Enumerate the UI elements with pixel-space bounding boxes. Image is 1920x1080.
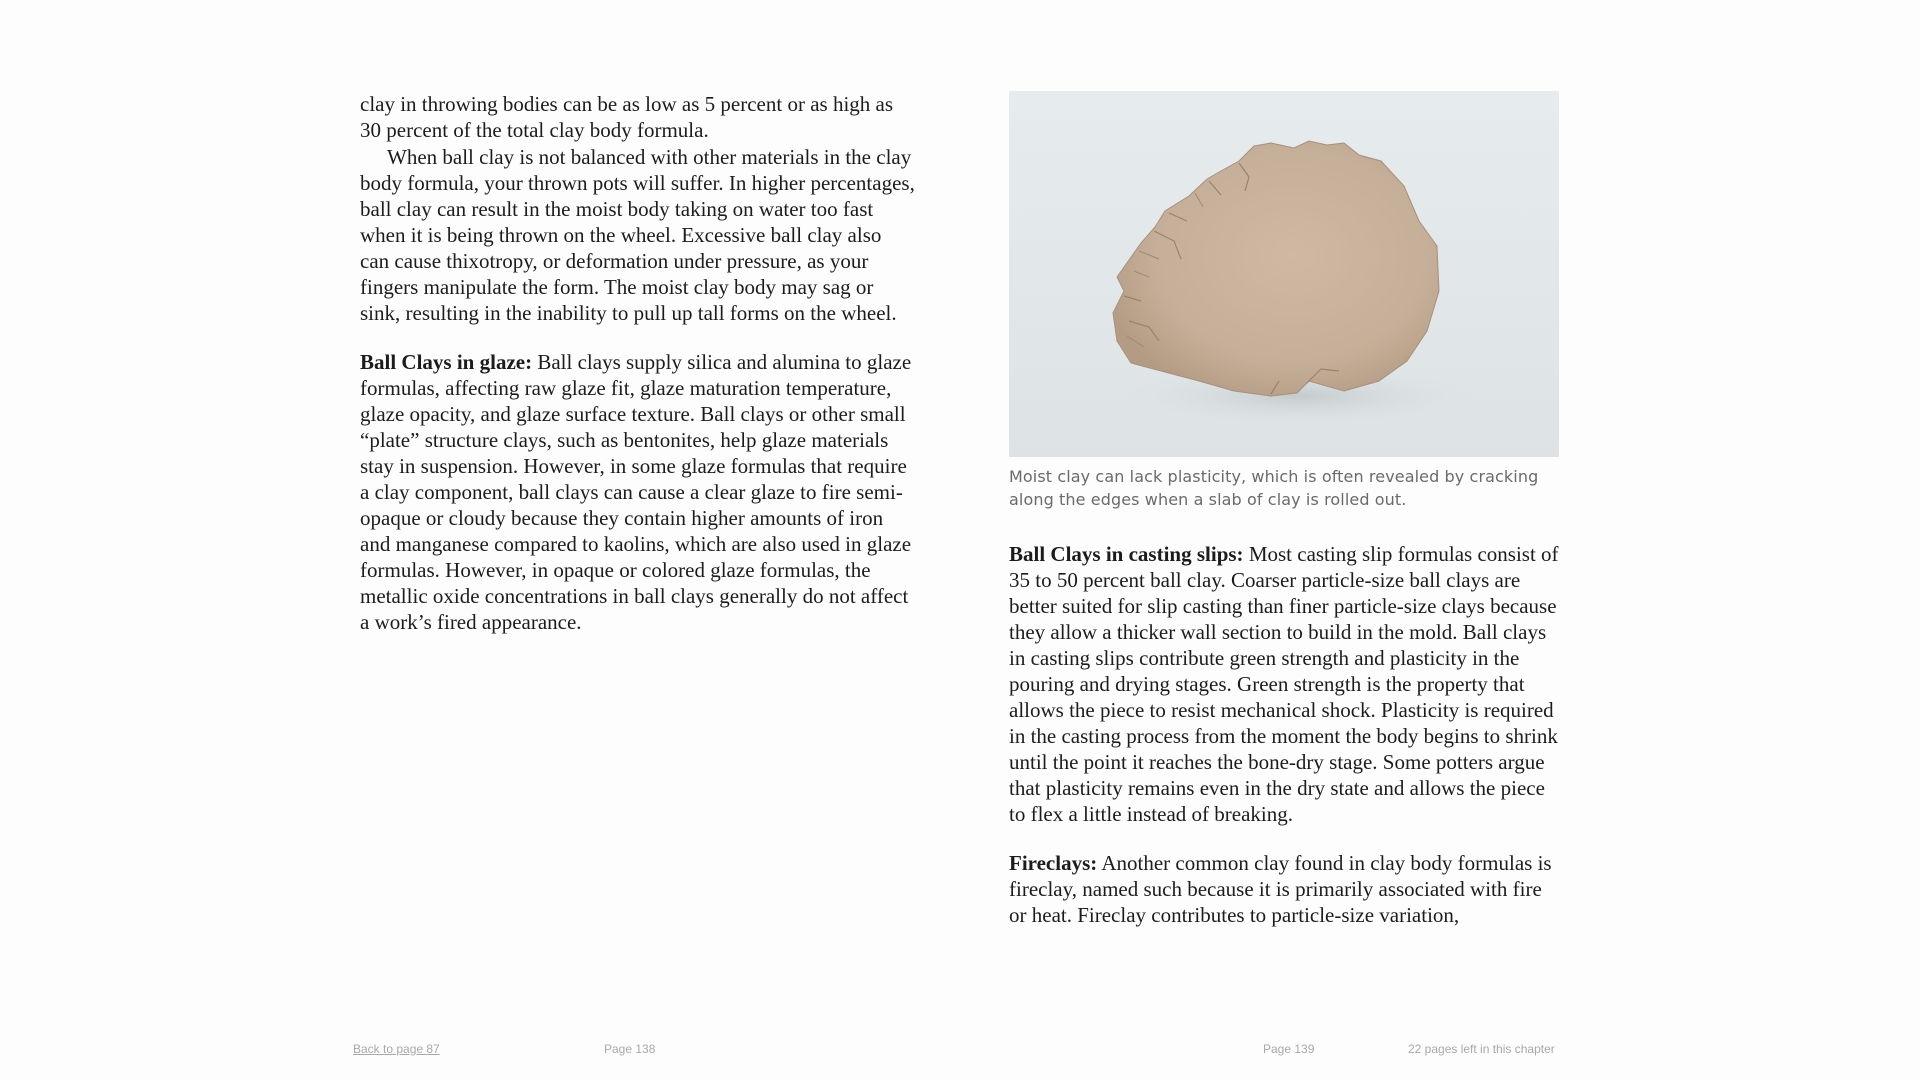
right-page [1009, 91, 1559, 928]
clay-slab-illustration [1009, 91, 1559, 457]
paragraph-ball-clay-balance: When ball clay is not balanced with other materials in the clay body formula, your thrown pots will suffer. In higher percentages, ball clay can result in the moist body taking on water too fast when it is being thrown on the wheel. Excessive ball clay also can cause thixotropy, or deformation under pressure, as your fingers manipulate the form. The moist clay body may sag or sink, resulting in the inability to pull up tall forms on the wheel. [360, 145, 915, 325]
paragraph-fireclays [1009, 850, 1559, 928]
figure-caption: Moist clay can lack plasticity, which is often revealed by cracking along the edges when a slab of clay is rolled out. [1009, 467, 1539, 509]
figure [1009, 91, 1559, 511]
paragraph-body-fireclays: Another common clay found in clay body formulas is fireclay, named such because it is primarily associated with fire or heat. Fireclay contributes to particle-size variation, [1009, 851, 1552, 927]
page-number-left: Page 138 [604, 1042, 656, 1056]
run-in-heading-fireclays: Fireclays: [1009, 851, 1098, 875]
back-to-page-link[interactable]: Back to page 87 [353, 1042, 440, 1056]
paragraph-ball-clays-in-casting-slips [1009, 541, 1559, 827]
clay-slab-photo[interactable] [1009, 91, 1559, 457]
paragraph-body-glaze: Ball clays supply silica and alumina to glaze formulas, affecting raw glaze fit, glaze maturation temperature, glaze opacity, and glaze surface texture. Ball clays or other small “plate” structure clays, such as bentonites, help glaze materials stay in suspension. However, in some glaze formulas that require a clay component, ball clays can cause a clear glaze to fire semi-opaque or cloudy because they contain higher amounts of iron and manganese compared to kaolins, which are also used in glaze formulas. However, in opaque or colored glaze formulas, the metallic oxide concentrations in ball clays generally do not affect a work’s fired appearance. [360, 350, 912, 634]
pages-left-in-chapter: 22 pages left in this chapter [1408, 1042, 1555, 1056]
run-in-heading-glaze: Ball Clays in glaze: [360, 350, 533, 374]
run-in-heading-casting-slips: Ball Clays in casting slips: [1009, 542, 1244, 566]
paragraph-continuation: clay in throwing bodies can be as low as 5 percent or as high as 30 percent of the total clay body formula. [360, 92, 894, 142]
paragraph-body-casting-slips: Most casting slip formulas consist of 35 to 50 percent ball clay. Coarser particle-size ball clays are better suited for slip casting than finer particle-size clays because they allow a thicker wall section to build in the mold. Ball clays in casting slips contribute green strength and plasticity in the pouring and drying stages. Green strength is the property that allows the piece to resist mechanical shock. Plasticity is required in the casting process from the moment the body begins to shrink until the point it reaches the bone-dry stage. Some potters argue that plasticity remains even in the dry state and allows the piece to flex a little instead of breaking. [1009, 542, 1559, 826]
left-page [360, 91, 915, 635]
paragraph-ball-clays-in-glaze [360, 349, 915, 635]
page-number-right: Page 139 [1263, 1042, 1315, 1056]
